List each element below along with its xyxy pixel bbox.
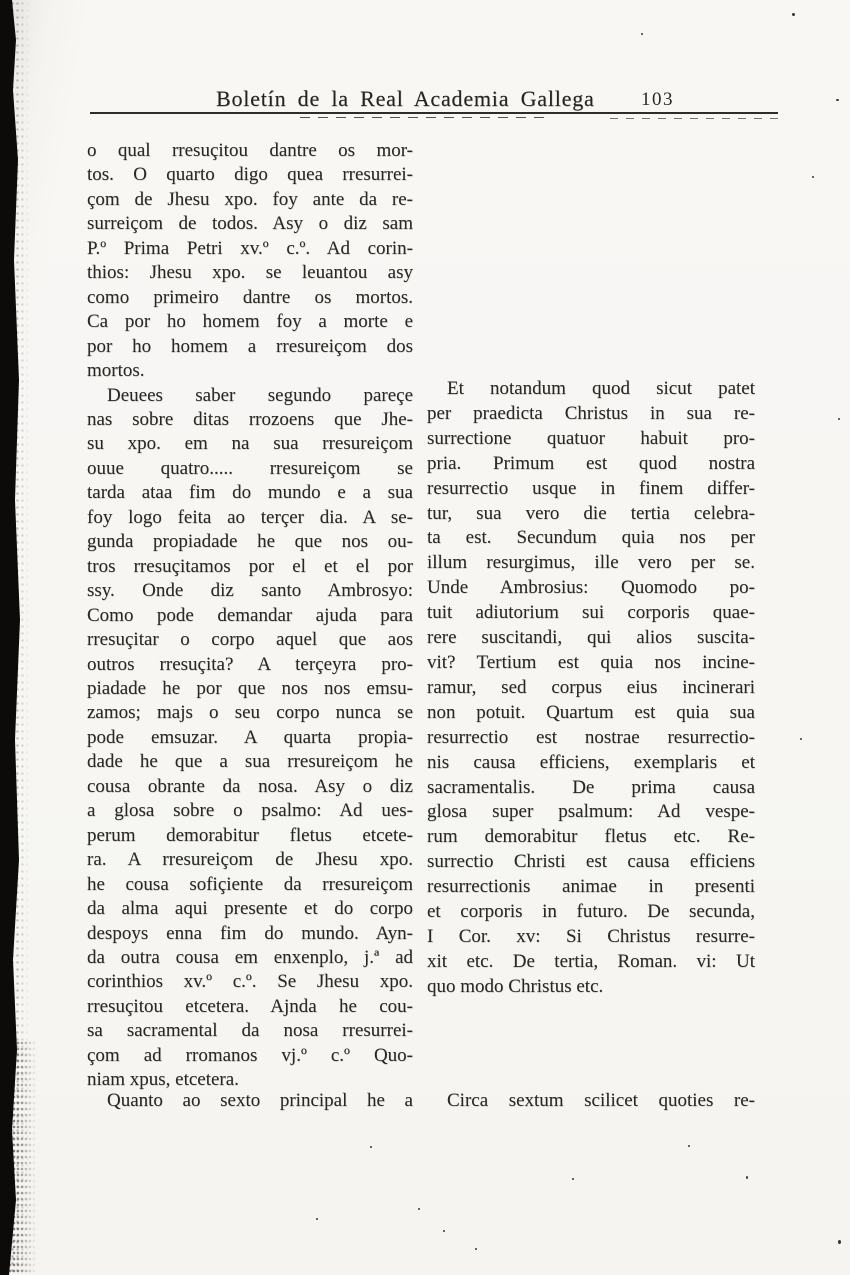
- text-line: vit? Tertium est quia nos incine-: [427, 651, 755, 673]
- text-line: Et notandum quod sicut patet: [447, 378, 755, 399]
- text-line: pria. Primum est quod nostra: [427, 452, 755, 474]
- text-line: resurrectio usque in finem differ-: [427, 477, 755, 499]
- text-line: ra. A rresureiçom de Jhesu xpo.: [87, 849, 413, 871]
- text-line: a glosa sobre o psalmo: Ad ues-: [87, 800, 413, 822]
- text-line: glosa super psalmum: Ad vespe-: [427, 801, 755, 823]
- text-line: illum resurgimus, ille vero per se.: [427, 552, 755, 574]
- right-column-continuation: [427, 1089, 755, 1114]
- scan-speck: [800, 738, 802, 740]
- page-number: 103: [641, 89, 674, 110]
- text-line: zamos; majs o seu corpo nunca se: [87, 702, 413, 724]
- scan-speck: [572, 1178, 574, 1180]
- scan-speck: [370, 1146, 372, 1148]
- text-line: Como pode demandar ajuda para: [87, 604, 413, 626]
- text-line: tur, sua vero die tertia celebra-: [427, 502, 755, 524]
- header-rule-dashes: [300, 117, 550, 118]
- scan-speck: [812, 176, 814, 178]
- text-line: per praedicta Christus in sua re-: [427, 402, 755, 424]
- left-column-continuation: [87, 1089, 413, 1114]
- right-column-text: [427, 377, 755, 1000]
- text-line: cousa obrante da nosa. Asy o diz: [87, 775, 413, 797]
- scan-gutter-noise-bottom: [0, 1040, 44, 1275]
- text-line: dade he que a sua rresureiçom he: [87, 751, 413, 773]
- text-line: rum demorabitur fletus etc. Re-: [427, 826, 755, 848]
- text-line: da outra cousa em enxenplo, j.ª ad: [87, 946, 413, 968]
- text-line: corinthios xv.º c.º. Se Jhesu xpo.: [87, 971, 413, 993]
- scan-speck: [836, 99, 839, 101]
- text-line: piadade he por que nos nos emsu-: [87, 677, 413, 699]
- text-line: ta est. Secundum quia nos per: [427, 527, 755, 549]
- text-line: xit etc. De tertia, Roman. vi: Ut: [427, 950, 755, 972]
- scan-speck: [688, 1145, 690, 1147]
- text-line: da alma aqui presente et do corpo: [87, 898, 413, 920]
- text-line: Quanto ao sexto principal he a: [107, 1090, 413, 1111]
- text-line: niam xpus, etcetera.: [87, 1069, 239, 1091]
- text-line: nis causa efficiens, exemplaris et: [427, 751, 755, 773]
- scan-speck: [316, 1218, 318, 1220]
- text-line: foy logo feita ao terçer dia. A se-: [87, 506, 413, 528]
- text-line: çom de Jhesu xpo. foy ante da re-: [87, 188, 413, 210]
- text-line: sa sacramental da nosa rresurrei-: [87, 1020, 413, 1042]
- text-line: Circa sextum scilicet quoties re-: [447, 1090, 755, 1111]
- header-rule-dashes: [610, 118, 780, 119]
- text-line: outros rresuçita? A terçeyra pro-: [87, 653, 413, 675]
- text-line: P.º Prima Petri xv.º c.º. Ad corin-: [87, 237, 413, 259]
- text-line: quo modo Christus etc.: [427, 975, 604, 997]
- text-line: surrectio Christi est causa efficiens: [427, 851, 755, 873]
- text-line: como primeiro dantre os mortos.: [87, 286, 413, 308]
- text-line: su xpo. em na sua rresureiçom: [87, 433, 413, 455]
- text-line: mortos.: [87, 360, 145, 382]
- scan-speck: [475, 1248, 477, 1250]
- scan-speck: [641, 33, 643, 35]
- scan-speck: [418, 1208, 420, 1210]
- scan-speck: [792, 13, 795, 16]
- text-line: non potuit. Quartum est quia sua: [427, 701, 755, 723]
- text-line: surreiçom de todos. Asy o diz sam: [87, 213, 413, 235]
- text-line: I Cor. xv: Si Christus resurre-: [427, 925, 755, 947]
- text-line: et corporis in futuro. De secunda,: [427, 901, 755, 923]
- text-line: rresuçitar o corpo aquel que aos: [87, 629, 413, 651]
- text-line: perum demorabitur fletus etcete-: [87, 824, 413, 846]
- text-line: o qual rresuçitou dantre os mor-: [87, 140, 413, 161]
- scan-speck: [746, 1176, 748, 1179]
- scan-speck: [838, 418, 840, 420]
- text-line: Deuees saber segundo pareçe: [107, 384, 413, 406]
- text-line: ssy. Onde diz santo Ambrosyo:: [87, 580, 413, 602]
- text-line: gunda propiadade he que nos ou-: [87, 531, 413, 553]
- text-line: despoys enna fim do mundo. Ayn-: [87, 922, 413, 944]
- text-line: surrectione quatuor habuit pro-: [427, 427, 755, 449]
- text-line: Unde Ambrosius: Quomodo po-: [427, 577, 755, 599]
- scan-speck: [838, 1240, 841, 1244]
- text-line: ouue quatro..... rresureiçom se: [87, 457, 413, 479]
- header-rule: [90, 112, 778, 114]
- text-line: thios: Jhesu xpo. se leuantou asy: [87, 262, 413, 284]
- text-line: ramur, sed corpus eius incinerari: [427, 676, 755, 698]
- text-line: tuit adiutorium sui corporis quae-: [427, 602, 755, 624]
- text-line: çom ad rromanos vj.º c.º Quo-: [87, 1044, 413, 1066]
- text-line: pode emsuzar. A quarta propia-: [87, 726, 413, 748]
- text-line: nas sobre ditas rrozoens que Jhe-: [87, 408, 413, 430]
- text-line: rere suscitandi, qui alios suscita-: [427, 627, 755, 649]
- journal-title: Boletín de la Real Academia Gallega: [216, 86, 595, 111]
- text-line: tros rresuçitamos por el et el por: [87, 555, 413, 577]
- text-line: Ca por ho homem foy a morte e: [87, 311, 413, 333]
- text-line: resurrectio est nostrae resurrectio-: [427, 726, 755, 748]
- scan-speck: [443, 1230, 445, 1232]
- text-line: he cousa sofiçiente da rresureiçom: [87, 873, 413, 895]
- text-line: resurrectionis animae in presenti: [427, 876, 755, 898]
- text-line: por ho homem a rresureiçom dos: [87, 335, 413, 357]
- text-line: tos. O quarto digo quea rresurrei-: [87, 164, 413, 186]
- left-column-text: [87, 139, 413, 1093]
- text-line: sacramentalis. De prima causa: [427, 776, 755, 798]
- text-line: rresuçitou etcetera. Ajnda he cou-: [87, 995, 413, 1017]
- text-line: tarda ataa fim do mundo e a sua: [87, 482, 413, 504]
